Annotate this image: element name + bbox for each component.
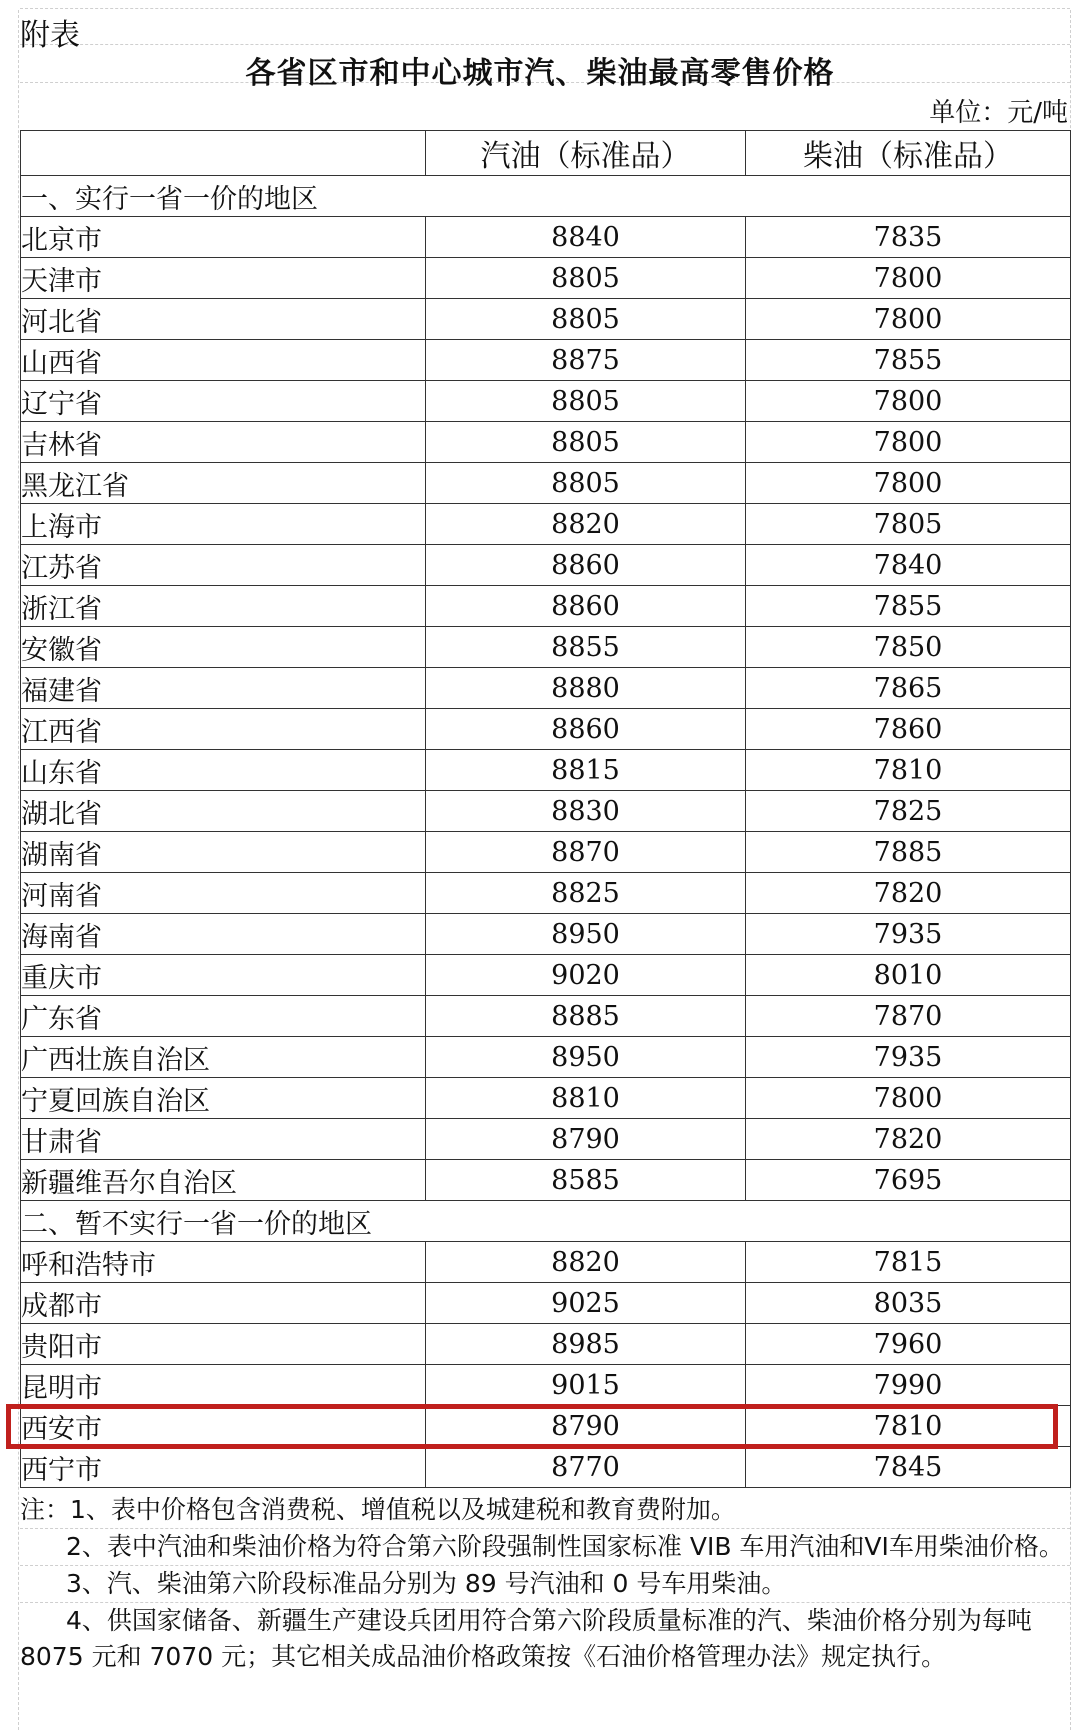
gasoline-price: 8950 xyxy=(426,914,746,955)
gasoline-price: 8770 xyxy=(426,1447,746,1488)
grid-guide xyxy=(20,8,1070,9)
diesel-price: 7820 xyxy=(746,873,1071,914)
note-2: 2、表中汽油和柴油价格为符合第六阶段强制性国家标准 VIB 车用汽油和VI车用柴油价格。 xyxy=(66,1532,1064,1561)
highlight-box xyxy=(6,1404,1058,1449)
table-row xyxy=(21,1283,1071,1324)
region-name: 福建省 xyxy=(21,668,426,709)
region-name: 河南省 xyxy=(21,873,426,914)
region-name: 江西省 xyxy=(21,709,426,750)
region-name: 黑龙江省 xyxy=(21,463,426,504)
diesel-price: 7855 xyxy=(746,340,1071,381)
table-row xyxy=(21,1447,1071,1488)
section-row xyxy=(21,176,1071,217)
diesel-price: 7800 xyxy=(746,258,1071,299)
gasoline-price: 8585 xyxy=(426,1160,746,1201)
region-name: 北京市 xyxy=(21,217,426,258)
grid-guide xyxy=(18,10,19,1730)
diesel-price: 8010 xyxy=(746,955,1071,996)
region-name: 西安市 xyxy=(21,1406,426,1447)
gasoline-price: 8860 xyxy=(426,545,746,586)
diesel-price: 7845 xyxy=(746,1447,1071,1488)
table-body xyxy=(21,176,1071,1488)
diesel-price: 7800 xyxy=(746,422,1071,463)
appendix-label: 附表 xyxy=(20,18,80,53)
diesel-price: 7810 xyxy=(746,1406,1071,1447)
region-name: 浙江省 xyxy=(21,586,426,627)
gasoline-price: 8825 xyxy=(426,873,746,914)
region-name: 广东省 xyxy=(21,996,426,1037)
gasoline-price: 8860 xyxy=(426,709,746,750)
gasoline-price: 8830 xyxy=(426,791,746,832)
region-name: 湖北省 xyxy=(21,791,426,832)
gasoline-price: 8805 xyxy=(426,299,746,340)
table-row xyxy=(21,1365,1071,1406)
diesel-price: 7810 xyxy=(746,750,1071,791)
table-row xyxy=(21,258,1071,299)
note-4: 4、供国家储备、新疆生产建设兵团用符合第六阶段质量标准的汽、柴油价格分别为每吨 8075 元和 7070 元；其它相关成品油价格政策按《石油价格管理办法》规定执行。 xyxy=(20,1606,1032,1671)
table-row xyxy=(21,422,1071,463)
diesel-price: 7990 xyxy=(746,1365,1071,1406)
gasoline-price: 8820 xyxy=(426,504,746,545)
diesel-price: 7865 xyxy=(746,668,1071,709)
table-row xyxy=(21,627,1071,668)
gasoline-price: 8880 xyxy=(426,668,746,709)
diesel-price: 7815 xyxy=(746,1242,1071,1283)
region-name: 山东省 xyxy=(21,750,426,791)
unit-label: 单位：元/吨 xyxy=(929,98,1068,128)
section-label: 一、实行一省一价的地区 xyxy=(21,176,1071,217)
table-title: 各省区市和中心城市汽、柴油最高零售价格 xyxy=(245,56,835,91)
region-name: 西宁市 xyxy=(21,1447,426,1488)
region-name: 辽宁省 xyxy=(21,381,426,422)
diesel-price: 8035 xyxy=(746,1283,1071,1324)
gasoline-price: 8815 xyxy=(426,750,746,791)
note-1: 注：1、表中价格包含消费税、增值税以及城建税和教育费附加。 xyxy=(20,1495,736,1524)
region-name: 昆明市 xyxy=(21,1365,426,1406)
table-row xyxy=(21,463,1071,504)
diesel-price: 7835 xyxy=(746,217,1071,258)
region-name: 湖南省 xyxy=(21,832,426,873)
diesel-price: 7800 xyxy=(746,463,1071,504)
table-row xyxy=(21,914,1071,955)
price-table xyxy=(20,130,1071,1488)
table-row xyxy=(21,1078,1071,1119)
diesel-price: 7935 xyxy=(746,914,1071,955)
table-row xyxy=(21,668,1071,709)
table-row xyxy=(21,1242,1071,1283)
table-row xyxy=(21,750,1071,791)
gasoline-price: 9020 xyxy=(426,955,746,996)
header-diesel: 柴油（标准品） xyxy=(746,131,1071,176)
gasoline-price: 9025 xyxy=(426,1283,746,1324)
table-row xyxy=(21,955,1071,996)
region-name: 吉林省 xyxy=(21,422,426,463)
table-row xyxy=(21,586,1071,627)
gasoline-price: 8860 xyxy=(426,586,746,627)
region-name: 江苏省 xyxy=(21,545,426,586)
header-gasoline: 汽油（标准品） xyxy=(426,131,746,176)
gasoline-price: 8840 xyxy=(426,217,746,258)
diesel-price: 7800 xyxy=(746,299,1071,340)
table-row xyxy=(21,1037,1071,1078)
diesel-price: 7860 xyxy=(746,709,1071,750)
diesel-price: 7805 xyxy=(746,504,1071,545)
diesel-price: 7825 xyxy=(746,791,1071,832)
diesel-price: 7855 xyxy=(746,586,1071,627)
region-name: 宁夏回族自治区 xyxy=(21,1078,426,1119)
table-row xyxy=(21,996,1071,1037)
note-3: 3、汽、柴油第六阶段标准品分别为 89 号汽油和 0 号车用柴油。 xyxy=(66,1569,787,1598)
table-header-row xyxy=(21,131,1071,176)
table-row xyxy=(21,791,1071,832)
region-name: 天津市 xyxy=(21,258,426,299)
gasoline-price: 8810 xyxy=(426,1078,746,1119)
gasoline-price: 8820 xyxy=(426,1242,746,1283)
table-row xyxy=(21,340,1071,381)
diesel-price: 7850 xyxy=(746,627,1071,668)
gasoline-price: 8805 xyxy=(426,463,746,504)
diesel-price: 7800 xyxy=(746,381,1071,422)
gasoline-price: 8790 xyxy=(426,1406,746,1447)
notes xyxy=(20,1492,1070,1675)
diesel-price: 7885 xyxy=(746,832,1071,873)
diesel-price: 7840 xyxy=(746,545,1071,586)
region-name: 重庆市 xyxy=(21,955,426,996)
gasoline-price: 8855 xyxy=(426,627,746,668)
region-name: 河北省 xyxy=(21,299,426,340)
diesel-price: 7870 xyxy=(746,996,1071,1037)
gasoline-price: 9015 xyxy=(426,1365,746,1406)
region-name: 海南省 xyxy=(21,914,426,955)
region-name: 成都市 xyxy=(21,1283,426,1324)
gasoline-price: 8805 xyxy=(426,258,746,299)
table-row xyxy=(21,832,1071,873)
table-row xyxy=(21,217,1071,258)
gasoline-price: 8885 xyxy=(426,996,746,1037)
gasoline-price: 8870 xyxy=(426,832,746,873)
region-name: 呼和浩特市 xyxy=(21,1242,426,1283)
region-name: 甘肃省 xyxy=(21,1119,426,1160)
grid-guide xyxy=(20,44,1070,45)
section-row xyxy=(21,1201,1071,1242)
table-row xyxy=(21,299,1071,340)
gasoline-price: 8790 xyxy=(426,1119,746,1160)
table-row xyxy=(21,1324,1071,1365)
gasoline-price: 8875 xyxy=(426,340,746,381)
table-row xyxy=(21,504,1071,545)
diesel-price: 7935 xyxy=(746,1037,1071,1078)
diesel-price: 7695 xyxy=(746,1160,1071,1201)
table-row xyxy=(21,381,1071,422)
gasoline-price: 8985 xyxy=(426,1324,746,1365)
region-name: 广西壮族自治区 xyxy=(21,1037,426,1078)
gasoline-price: 8805 xyxy=(426,422,746,463)
section-label: 二、暂不实行一省一价的地区 xyxy=(21,1201,1071,1242)
table-row xyxy=(21,709,1071,750)
table-row xyxy=(21,1119,1071,1160)
diesel-price: 7820 xyxy=(746,1119,1071,1160)
region-name: 山西省 xyxy=(21,340,426,381)
header-name xyxy=(21,131,426,176)
table-row xyxy=(21,1160,1071,1201)
region-name: 上海市 xyxy=(21,504,426,545)
gasoline-price: 8805 xyxy=(426,381,746,422)
region-name: 贵阳市 xyxy=(21,1324,426,1365)
region-name: 安徽省 xyxy=(21,627,426,668)
diesel-price: 7960 xyxy=(746,1324,1071,1365)
gasoline-price: 8950 xyxy=(426,1037,746,1078)
table-row xyxy=(21,545,1071,586)
diesel-price: 7800 xyxy=(746,1078,1071,1119)
region-name: 新疆维吾尔自治区 xyxy=(21,1160,426,1201)
table-row xyxy=(21,873,1071,914)
